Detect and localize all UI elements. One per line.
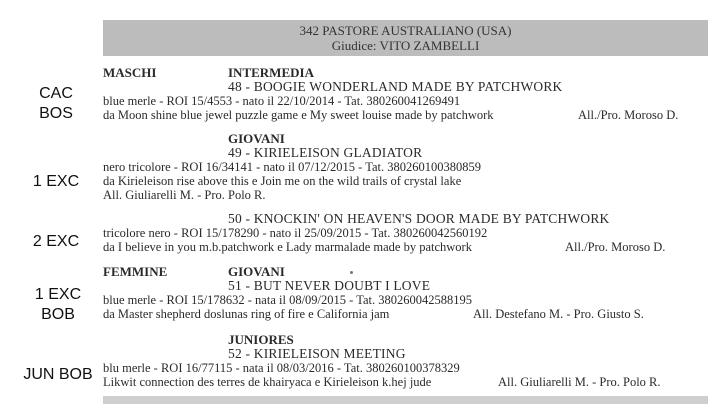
- entry-49-title: 49 - KIRIELEISON GLADIATOR: [228, 145, 423, 160]
- class-giovani-femmine: GIOVANI: [228, 264, 285, 279]
- award-bob: BOB: [41, 306, 75, 323]
- entry-52-details: blu merle - ROI 16/77115 - nata il 08/03/2016 - Tat. 380260100378329: [103, 361, 460, 375]
- entry-50-title: 50 - KNOCKIN' ON HEAVEN'S DOOR MADE BY PATCHWORK: [228, 211, 610, 226]
- next-breed-header: [103, 396, 708, 404]
- entry-51-parents: da Master shepherd doslunas ring of fire e California jam: [103, 307, 390, 321]
- award-entry-50: 2 EXC: [32, 233, 80, 250]
- entry-51-details: blue merle - ROI 15/178632 - nata il 08/09/2015 - Tat. 380260042588195: [103, 293, 472, 307]
- breed-header: [103, 20, 708, 56]
- class-juniores: JUNIORES: [228, 332, 294, 347]
- award-entry-51: [24, 285, 92, 325]
- award-bos: BOS: [39, 105, 73, 122]
- class-giovani-maschi: GIOVANI: [228, 131, 285, 146]
- award-1exc: 1 EXC: [34, 286, 82, 303]
- section-maschi: MASCHI: [103, 65, 157, 80]
- entry-48-title: 48 - BOOGIE WONDERLAND MADE BY PATCHWORK: [228, 79, 563, 94]
- award-cac: CAC: [39, 85, 73, 102]
- breed-title: 342 PASTORE AUSTRALIANO (USA): [299, 23, 512, 38]
- entry-52-parents: Likwit connection des terres de khairyaca e Kirieleison k.hej jude: [103, 375, 432, 389]
- entry-48-owner: All./Pro. Moroso D.: [578, 108, 679, 122]
- entry-49-parents: da Kirieleison rise above this e Join me on the wild trails of crystal lake: [103, 174, 462, 188]
- award-entry-48: [28, 84, 84, 124]
- entry-49-details: nero tricolore - ROI 16/34141 - nato il 07/12/2015 - Tat. 380260100380859: [103, 160, 482, 174]
- entry-51-owner: All. Destefano M. - Pro. Giusto S.: [473, 307, 644, 321]
- entry-49-owner: All. Giuliarelli M. - Pro. Polo R.: [103, 188, 266, 202]
- entry-50-parents: da I believe in you m.b.patchwork e Lady marmalade made by patchwork: [103, 240, 472, 254]
- judge-name: Giudice: VITO ZAMBELLI: [331, 38, 480, 53]
- entry-48-parents: da Moon shine blue jewel puzzle game e My sweet louise made by patchwork: [103, 108, 494, 122]
- award-entry-49: 1 EXC: [32, 173, 80, 190]
- class-intermedia: INTERMEDIA: [228, 65, 314, 80]
- section-femmine: FEMMINE: [103, 264, 168, 279]
- entry-52-owner: All. Giuliarelli M. - Pro. Polo R.: [498, 375, 661, 389]
- entry-48-details: blue merle - ROI 15/4553 - nato il 22/10/2014 - Tat. 380260041269491: [103, 94, 461, 108]
- entry-51-title: 51 - BUT NEVER DOUBT I LOVE: [228, 278, 431, 293]
- entry-50-details: tricolore nero - ROI 15/178290 - nato il 25/09/2015 - Tat. 380260042560192: [103, 226, 488, 240]
- award-entry-52: JUN BOB: [23, 366, 93, 383]
- ink-speck: [350, 271, 353, 274]
- entry-52-title: 52 - KIRIELEISON MEETING: [228, 346, 406, 361]
- entry-50-owner: All./Pro. Moroso D.: [565, 240, 666, 254]
